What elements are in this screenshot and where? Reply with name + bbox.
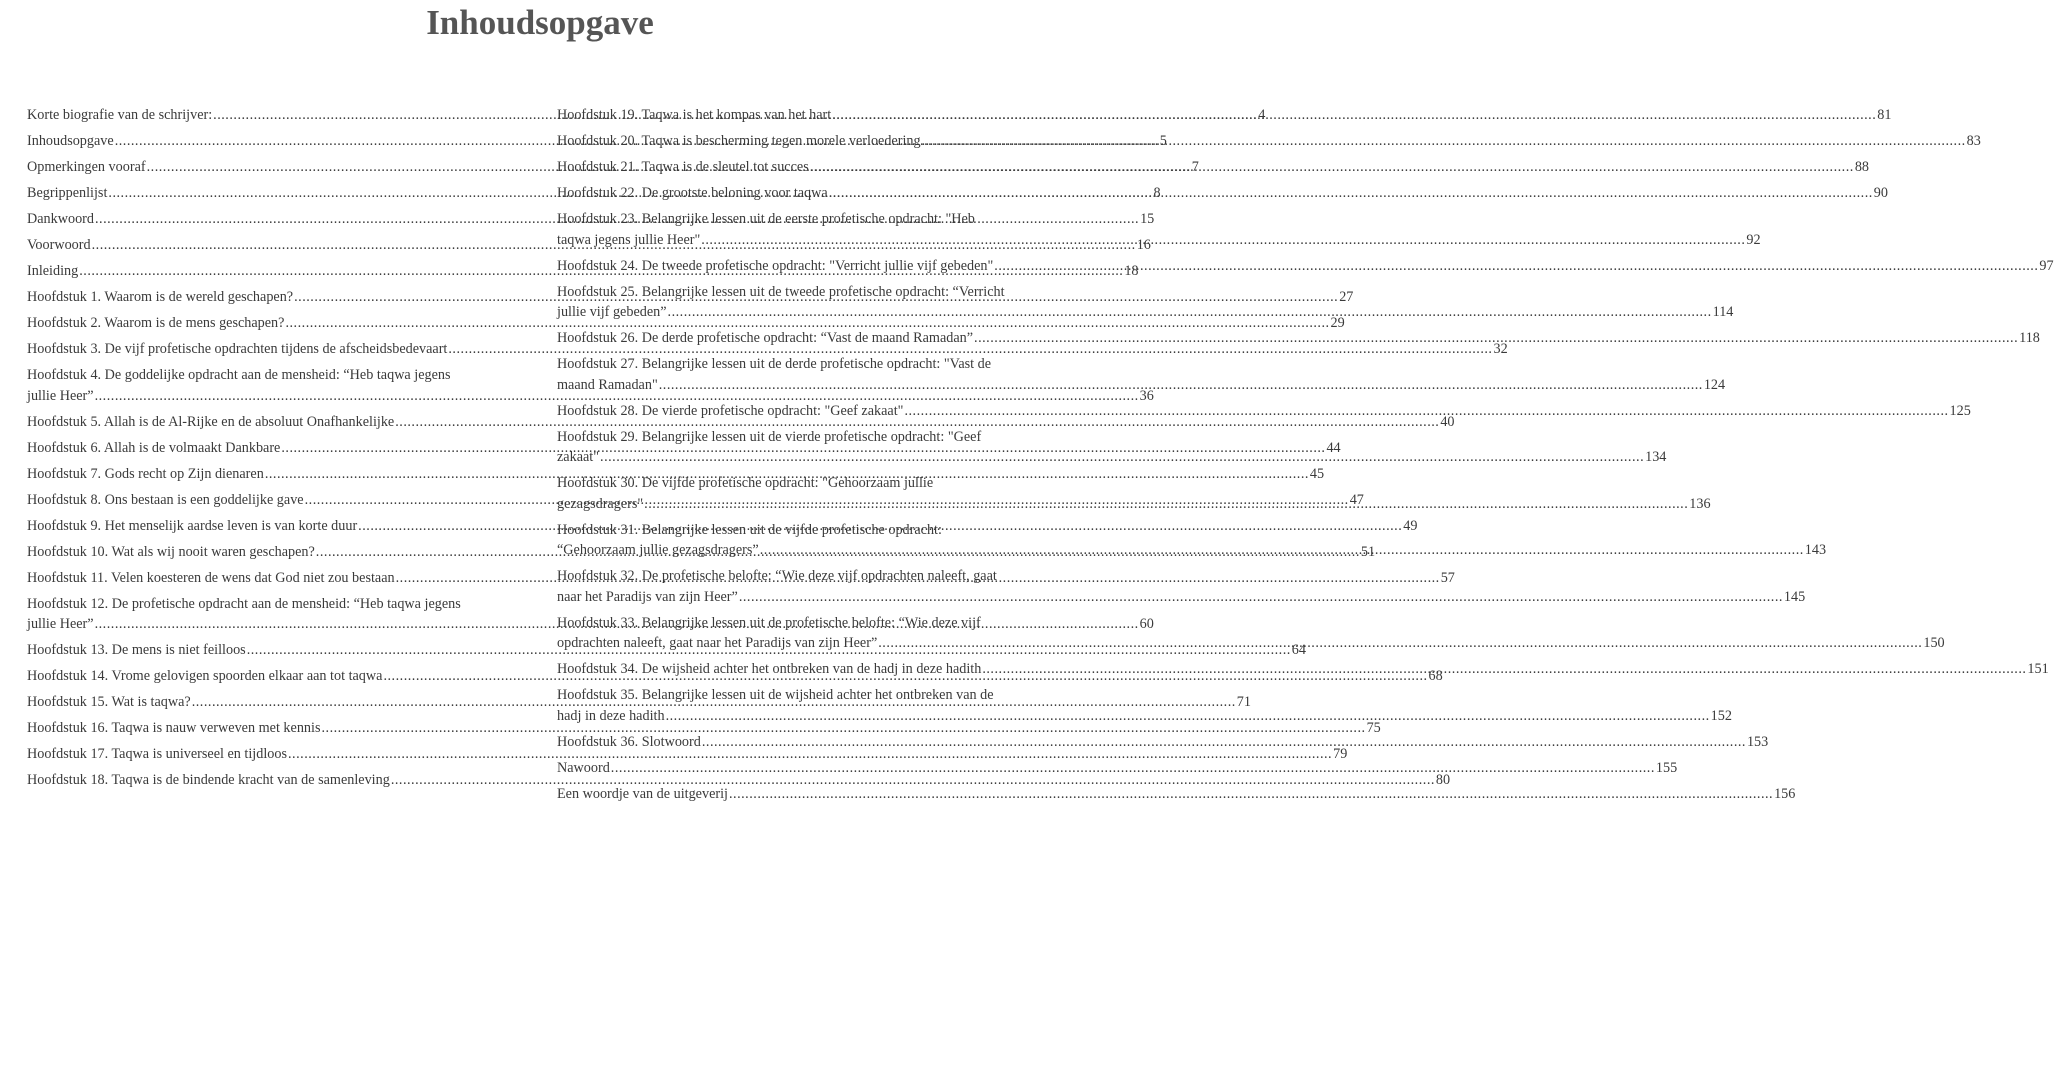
toc-entry-page-number: 4 xyxy=(1258,107,1266,123)
dot-leader xyxy=(702,732,1746,753)
toc-entry-page-number: 125 xyxy=(1949,402,1971,419)
dot-leader xyxy=(701,230,1745,251)
toc-entry-title-line1: Hoofdstuk 4. De goddelijke opdracht aan de mensheid: “Heb taqwa jegens xyxy=(27,367,451,383)
toc-entry-page-number: 150 xyxy=(1923,635,1945,651)
dot-leader xyxy=(659,375,1703,396)
toc-entry-page-number: 7 xyxy=(1191,159,1199,175)
toc-entry-page-number: 49 xyxy=(1403,517,1418,534)
toc-entry-page-number: 143 xyxy=(1804,542,1827,558)
toc-entry[interactable] xyxy=(27,744,1348,765)
toc-entry-title: Hoofdstuk 8. Ons bestaan is een goddelijke gave xyxy=(27,491,304,508)
toc-entry-title: jullie Heer” xyxy=(27,387,94,404)
toc-entry-title: Voorwoord xyxy=(27,237,91,253)
toc-entry-line xyxy=(557,732,1769,753)
toc-entry[interactable] xyxy=(557,131,1981,152)
toc-entry-title: Hoofdstuk 17. Taqwa is universeel en tijdloos xyxy=(27,746,287,762)
toc-entry[interactable] xyxy=(27,770,1451,791)
toc-entry-page-number: 27 xyxy=(1339,289,1354,305)
toc-entry-title-line1: Hoofdstuk 35. Belangrijke lessen uit de wijsheid achter het ontbreken van de xyxy=(557,687,994,703)
toc-entry-page-number: 134 xyxy=(1645,449,1667,465)
dot-leader xyxy=(974,328,2018,349)
toc-entry-page-number: 97 xyxy=(2039,257,2054,274)
toc-entry-page-number: 64 xyxy=(1291,642,1306,658)
toc-entry-title: jullie vijf gebeden” xyxy=(557,304,667,320)
toc-entry-title: Hoofdstuk 22. De grootste beloning voor taqwa xyxy=(557,185,828,201)
toc-entry-title: Hoofdstuk 21. Taqwa is de sleutel tot succes xyxy=(557,159,809,175)
toc-entry[interactable] xyxy=(557,105,1892,126)
dot-leader xyxy=(644,494,1688,515)
toc-entry-page-number: 18 xyxy=(1124,263,1139,279)
toc-entry-title-line1: Hoofdstuk 31. Belangrijke lessen uit de vijfde profetische opdracht: xyxy=(557,521,942,538)
toc-entry-title: Hoofdstuk 2. Waarom is de mens geschapen? xyxy=(27,315,285,331)
toc-entry-title: Een woordje van de uitgeverij xyxy=(557,785,728,802)
toc-entry-page-number: 83 xyxy=(1966,133,1981,149)
dot-leader xyxy=(810,157,1854,178)
dot-leader xyxy=(729,784,1773,805)
dot-leader xyxy=(829,183,1873,204)
toc-entry-title-line1: Hoofdstuk 32. De profetische belofte: “Wie deze vijf opdrachten naleeft, gaat xyxy=(557,568,997,584)
dot-leader xyxy=(922,131,1966,152)
toc-entry-page-number: 44 xyxy=(1326,439,1341,456)
toc-entry-page-number: 71 xyxy=(1236,694,1251,710)
dot-leader xyxy=(832,105,1876,126)
toc-entry-title-line1: Hoofdstuk 23. Belangrijke lessen uit de eerste profetische opdracht: "Heb xyxy=(557,211,975,227)
toc-entry-page-number: 81 xyxy=(1877,107,1892,123)
toc-entry-page-number: 47 xyxy=(1349,491,1364,508)
toc-entry-title: Hoofdstuk 3. De vijf profetische opdrachten tijdens de afscheidsbedevaart xyxy=(27,341,448,357)
toc-entry-title: Hoofdstuk 13. De mens is niet feilloos xyxy=(27,642,246,658)
dot-leader xyxy=(666,706,1710,727)
toc-entry[interactable] xyxy=(557,157,1869,178)
toc-entry-line xyxy=(557,758,1678,779)
toc-entry-page-number: 57 xyxy=(1440,569,1455,586)
toc-entry-title: Korte biografie van de schrijver: xyxy=(27,107,213,123)
toc-entry-line xyxy=(557,706,1732,727)
toc-entry-title: hadj in deze hadith xyxy=(557,707,665,724)
toc-entry[interactable] xyxy=(27,339,1508,360)
dot-leader xyxy=(904,401,1948,422)
toc-entry-page-number: 60 xyxy=(1139,616,1154,632)
toc-entry-page-number: 40 xyxy=(1440,413,1455,430)
toc-entry-title: Nawoord xyxy=(557,759,610,776)
toc-entry-title: Hoofdstuk 28. De vierde profetische opdracht: "Geef zakaat" xyxy=(557,402,904,419)
toc-entry-line xyxy=(27,770,1451,791)
dot-leader xyxy=(760,540,1804,561)
toc-entry-title: Hoofdstuk 16. Taqwa is nauw verweven met kennis xyxy=(27,720,321,736)
toc-entry-line xyxy=(27,744,1348,765)
toc-entry-line xyxy=(557,183,1888,204)
toc-entry-title: opdrachten naleeft, gaat naar het Paradijs van zijn Heer” xyxy=(557,635,878,651)
toc-entry-page-number: 32 xyxy=(1493,341,1508,357)
page-title: Inhoudsopgave xyxy=(426,3,654,42)
toc-entry-title: Hoofdstuk 18. Taqwa is de bindende kracht van de samenleving xyxy=(27,772,390,788)
toc-entry-page-number: 68 xyxy=(1428,668,1443,684)
toc-entry-page-number: 90 xyxy=(1873,185,1888,201)
dot-leader xyxy=(982,659,2026,680)
toc-entry[interactable] xyxy=(557,784,1796,805)
toc-entry[interactable] xyxy=(557,758,1678,779)
toc-entry-line xyxy=(557,784,1796,805)
toc-entry-title-line1: Hoofdstuk 12. De profetische opdracht aan de mensheid: “Heb taqwa jegens xyxy=(27,595,461,612)
toc-entry-title: Hoofdstuk 20. Taqwa is bescherming tegen morele verloedering xyxy=(557,133,921,149)
toc-entry-page-number: 114 xyxy=(1712,304,1734,320)
toc-entry-page-number: 16 xyxy=(1136,237,1151,253)
toc-entry-title: Hoofdstuk 19. Taqwa is het kompas van het hart xyxy=(557,107,832,123)
toc-entry-line xyxy=(557,131,1981,152)
toc-entry-title: Dankwoord xyxy=(27,211,94,227)
toc-entry-title-line1: Hoofdstuk 33. Belangrijke lessen uit de profetische belofte: “Wie deze vijf xyxy=(557,614,981,631)
toc-entry-page-number: 145 xyxy=(1783,588,1806,605)
dot-leader xyxy=(739,587,1783,608)
toc-entry-title: Hoofdstuk 24. De tweede profetische opdracht: "Verricht jullie vijf gebeden" xyxy=(557,257,994,274)
toc-entry-page-number: 151 xyxy=(2027,661,2049,677)
toc-entry-page-number: 156 xyxy=(1774,785,1796,802)
dot-leader xyxy=(600,447,1644,468)
toc-entry-title: Hoofdstuk 9. Het menselijk aardse leven is van korte duur xyxy=(27,517,358,534)
toc-entry-page-number: 124 xyxy=(1703,376,1726,393)
toc-entry[interactable] xyxy=(557,354,1726,395)
toc-entry-page-number: 152 xyxy=(1710,707,1732,724)
toc-entry-title: Hoofdstuk 6. Allah is de volmaakt Dankbare xyxy=(27,439,281,456)
toc-entry-line xyxy=(27,718,1381,739)
toc-entry-title-line1: Hoofdstuk 29. Belangrijke lessen uit de vierde profetische opdracht: "Geef xyxy=(557,428,982,445)
toc-entry-page-number: 15 xyxy=(1140,211,1155,227)
toc-entry-title-line1: Hoofdstuk 25. Belangrijke lessen uit de tweede profetische opdracht: “Verricht xyxy=(557,283,1005,300)
toc-entry-title: Opmerkingen vooraf xyxy=(27,159,146,175)
toc-entry-title: Hoofdstuk 1. Waarom is de wereld geschapen? xyxy=(27,289,294,305)
toc-entry-line xyxy=(557,587,1806,608)
toc-entry-title: Hoofdstuk 14. Vrome gelovigen spoorden elkaar aan tot taqwa xyxy=(27,668,383,684)
toc-entry-title-line1: Hoofdstuk 30. De vijfde profetische opdracht: "Gehoorzaam jullie xyxy=(557,475,934,491)
toc-entry-page-number: 92 xyxy=(1746,231,1761,248)
toc-entry-title: jullie Heer” xyxy=(27,616,94,632)
toc-entry-page-number: 75 xyxy=(1366,720,1381,736)
toc-entry-title: Hoofdstuk 34. De wijsheid achter het ontbreken van de hadj in deze hadith xyxy=(557,661,982,677)
toc-entry-line xyxy=(27,386,1154,407)
toc-entry[interactable] xyxy=(27,313,1345,334)
toc-entry-page-number: 155 xyxy=(1655,759,1678,776)
toc-entry[interactable] xyxy=(27,412,1455,433)
toc-entry-line xyxy=(27,412,1455,433)
toc-entry-title: maand Ramadan" xyxy=(557,376,658,393)
toc-entry-page-number: 79 xyxy=(1333,746,1348,762)
toc-entry-page-number: 45 xyxy=(1309,465,1325,482)
toc-entry-line xyxy=(557,157,1869,178)
toc-entry-title: Inhoudsopgave xyxy=(27,133,114,149)
toc-entry-title: Begrippenlijst xyxy=(27,185,108,201)
toc-entry-line xyxy=(27,313,1345,334)
toc-entry[interactable] xyxy=(557,183,1888,204)
toc-entry-title: Inleiding xyxy=(27,263,79,279)
dot-leader xyxy=(611,758,1655,779)
toc-entry-title: “Gehoorzaam jullie gezagsdragers” xyxy=(557,542,759,558)
toc-entry[interactable] xyxy=(557,732,1769,753)
toc-entry-page-number: 5 xyxy=(1159,133,1167,149)
toc-entry-title: Hoofdstuk 10. Wat als wij nooit waren geschapen? xyxy=(27,543,315,560)
toc-entry-page-number: 51 xyxy=(1360,543,1376,560)
toc-entry-title: Hoofdstuk 5. Allah is de Al-Rijke en de absoluut Onafhankelijke xyxy=(27,413,395,430)
toc-entry-line xyxy=(557,105,1892,126)
dot-leader xyxy=(878,633,1922,654)
dot-leader xyxy=(994,256,2038,277)
toc-entry-page-number: 36 xyxy=(1139,387,1154,404)
toc-entry-title: Hoofdstuk 36. Slotwoord xyxy=(557,733,701,750)
toc-entry-page-number: 153 xyxy=(1746,733,1769,750)
toc-entry-title: naar het Paradijs van zijn Heer” xyxy=(557,588,738,605)
toc-entry-title: zakaat" xyxy=(557,449,600,465)
toc-entry-title: taqwa jegens jullie Heer" xyxy=(557,231,701,248)
toc-entry-page-number: 136 xyxy=(1689,495,1711,512)
toc-entry-title: Hoofdstuk 11. Velen koesteren de wens dat God niet zou bestaan xyxy=(27,569,395,586)
toc-entry-page-number: 80 xyxy=(1435,772,1451,788)
toc-entry-title: gezagsdragers" xyxy=(557,495,644,512)
dot-leader xyxy=(668,302,1712,323)
toc-entry-title: Hoofdstuk 26. De derde profetische opdracht: “Vast de maand Ramadan” xyxy=(557,330,974,346)
toc-entry-title-line1: Hoofdstuk 27. Belangrijke lessen uit de derde profetische opdracht: "Vast de xyxy=(557,356,992,372)
toc-entry-title: Hoofdstuk 15. Wat is taqwa? xyxy=(27,694,191,710)
toc-entry-page-number: 8 xyxy=(1153,185,1161,201)
toc-entry-page-number: 29 xyxy=(1330,315,1345,331)
toc-entry[interactable] xyxy=(27,718,1381,739)
toc-entry-line xyxy=(27,339,1508,360)
toc-entry-page-number: 118 xyxy=(2019,330,2040,346)
toc-entry-page-number: 88 xyxy=(1854,159,1869,175)
toc-entry-title: Hoofdstuk 7. Gods recht op Zijn dienaren xyxy=(27,465,264,482)
